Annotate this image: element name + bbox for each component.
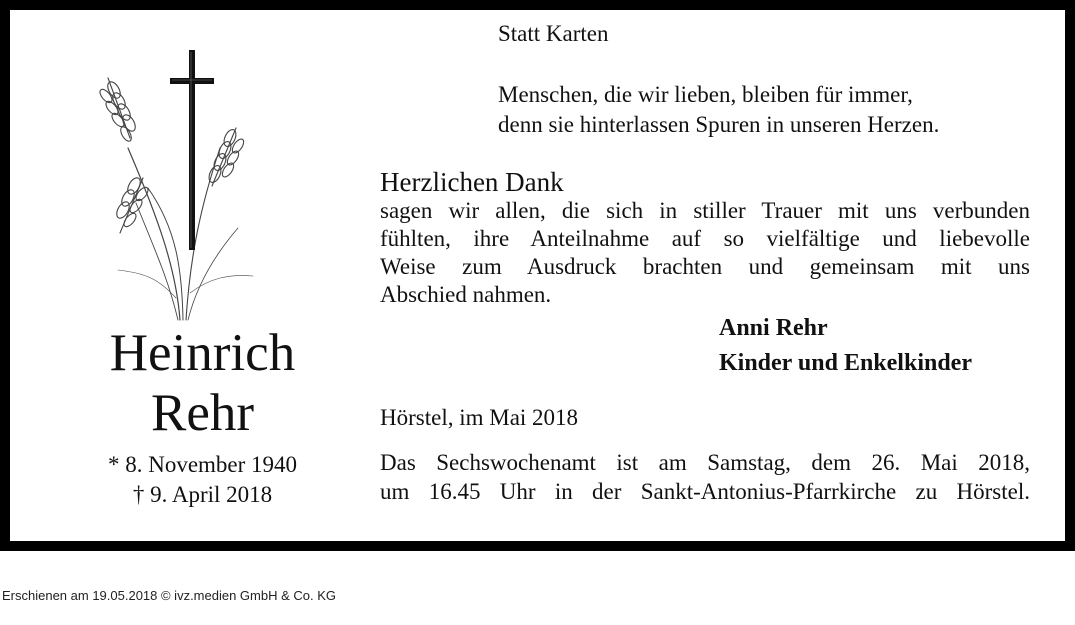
publication-footer: Erschienen am 19.05.2018 © ivz.medien GmbH & Co. KG (2, 588, 337, 603)
thanks-line: fühlten, ihre Anteilnahme auf so vielfältige und liebevolle (380, 226, 1030, 251)
quote-line: Menschen, die wir lieben, bleiben für immer, (498, 82, 913, 107)
thanks-text (380, 197, 1030, 309)
cross-with-wheat-icon (88, 38, 268, 323)
thanks-line: Abschied nahmen. (380, 282, 552, 307)
thanks-line: Weise zum Ausdruck brachten und gemeinsam mit uns (380, 254, 1030, 279)
birth-date: * 8. November 1940 (107, 452, 298, 477)
deceased-first-name: Heinrich (109, 324, 296, 382)
thanks-line: sagen wir allen, die sich in stiller Trauer mit uns verbunden (380, 198, 1030, 223)
service-line: um 16.45 Uhr in der Sankt-Antonius-Pfarrkirche zu Hörstel. (380, 479, 1030, 504)
place-date: Hörstel, im Mai 2018 (380, 405, 579, 430)
intro-text: Statt Karten (498, 21, 609, 46)
service-text (380, 448, 1030, 506)
quote-line: denn sie hinterlassen Spuren in unseren Herzen. (498, 112, 940, 137)
signature-line: Anni Rehr (719, 315, 828, 341)
service-line: Das Sechswochenamt ist am Samstag, dem 26. Mai 2018, (380, 450, 1030, 475)
thanks-heading: Herzlichen Dank (380, 167, 564, 197)
death-date: † 9. April 2018 (132, 482, 273, 507)
signature-line: Kinder und Enkelkinder (719, 350, 972, 376)
deceased-last-name: Rehr (150, 384, 255, 442)
